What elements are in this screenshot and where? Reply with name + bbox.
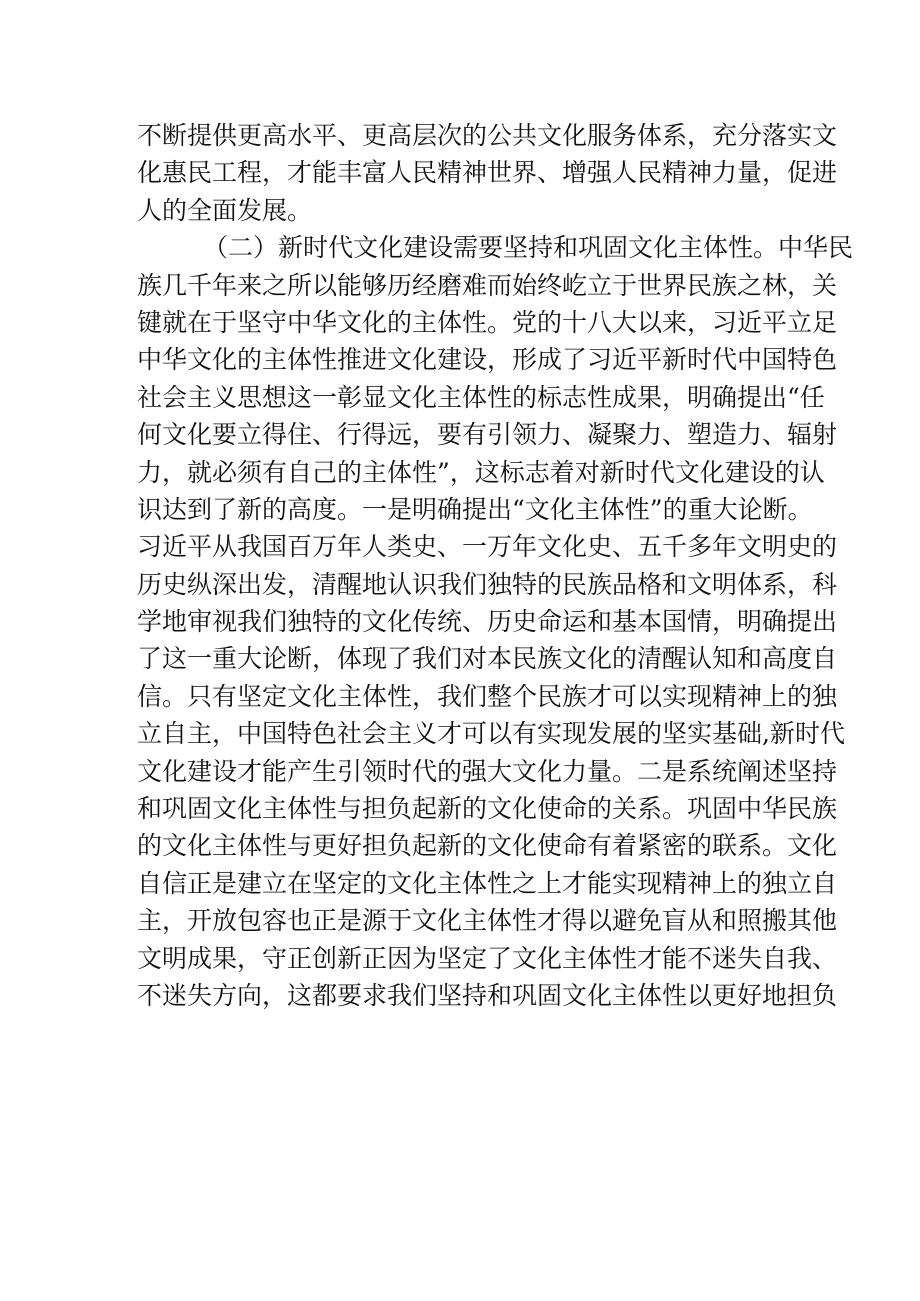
text-line: 和巩固文化主体性与担负起新的文化使命的关系。巩固中华民族 [137,794,838,824]
text-line: 历史纵深出发，清醒地认识我们独特的民族品格和文明体系，科 [137,569,838,599]
section-heading-line: （二）新时代文化建设需要坚持和巩固文化主体性。中华民 [203,233,854,263]
text-line: 立自主，中国特色社会主义才可以有实现发展的坚实基础,新时代 [137,719,845,749]
text-line: 化惠民工程，才能丰富人民精神世界、增强人民精神力量，促进 [137,158,838,188]
text-line: 的文化主体性与更好担负起新的文化使命有着紧密的联系。文化 [137,831,838,861]
text-line: 自信正是建立在坚定的文化主体性之上才能实现精神上的独立自 [137,868,838,898]
text-line: 人的全面发展。 [137,195,313,225]
text-line: 习近平从我国百万年人类史、一万年文化史、五千多年文明史的 [137,532,838,562]
text-line: 文化建设才能产生引领时代的强大文化力量。二是系统阐述坚持 [137,756,838,786]
text-line: 文明成果，守正创新正因为坚定了文化主体性才能不迷失自我、 [137,943,838,973]
body-text [137,117,854,1014]
text-line: 不断提供更高水平、更高层次的公共文化服务体系，充分落实文 [137,121,838,150]
text-line: 社会主义思想这一彰显文化主体性的标志性成果，明确提出“任 [137,382,825,412]
text-line: 主，开放包容也正是源于文化主体性才得以避免盲从和照搬其他 [137,906,838,936]
text-line: 学地审视我们独特的文化传统、历史命运和基本国情，明确提出 [137,607,838,637]
text-line: 识达到了新的高度。一是明确提出“文化主体性”的重大论断。 [137,494,813,524]
text-line: 键就在于坚守中华文化的主体性。党的十八大以来，习近平立足 [137,307,838,337]
text-line: 中华文化的主体性推进文化建设，形成了习近平新时代中国特色 [137,345,838,375]
text-line: 不迷失方向，这都要求我们坚持和巩固文化主体性以更好地担负 [137,980,838,1010]
text-line: 信。只有坚定文化主体性，我们整个民族才可以实现精神上的独 [137,681,838,711]
text-line: 了这一重大论断，体现了我们对本民族文化的清醒认知和高度自 [137,644,838,674]
text-line: 力，就必须有自己的主体性”，这标志着对新时代文化建设的认 [137,457,825,487]
text-line: 何文化要立得住、行得远，要有引领力、凝聚力、塑造力、辐射 [137,420,838,450]
text-line: 族几千年来之所以能够历经磨难而始终屹立于世界民族之林，关 [137,270,838,300]
